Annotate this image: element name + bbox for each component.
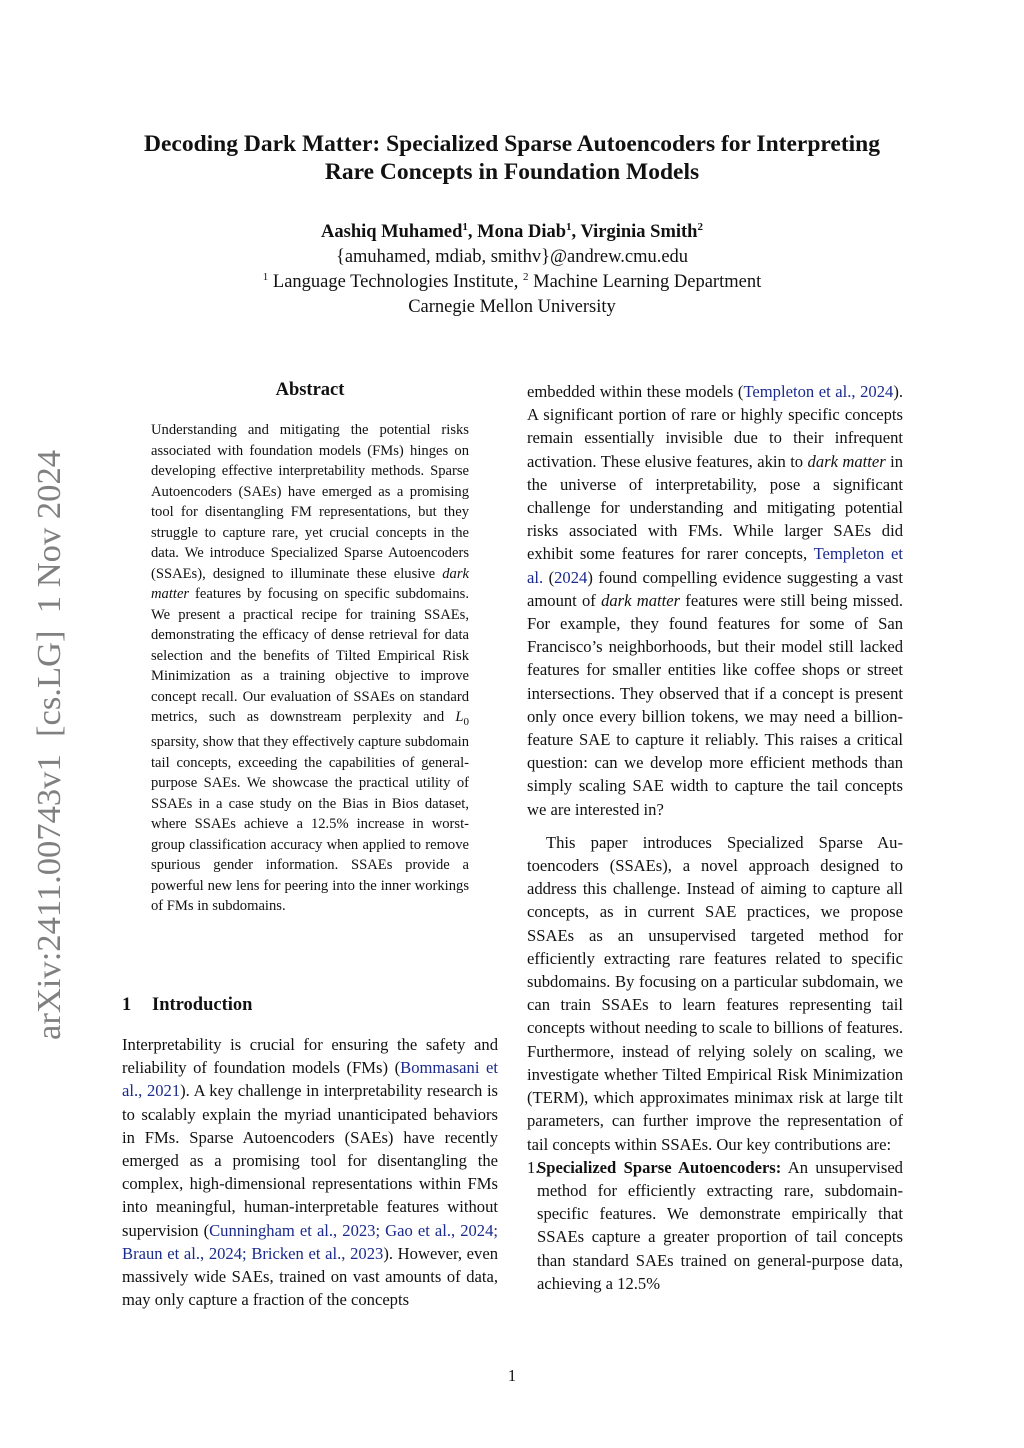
citation-templeton-1[interactable]: Templeton et al., 2024	[743, 382, 894, 401]
right-text-5: ) found compelling evidence suggesting a vast amount of	[527, 567, 904, 610]
right-paragraph-2: This paper introduces Specialized Sparse Autoencoders (SSAEs), a novel approach designed to address this challenge. Instead of aiming to capture all concepts, as in current SAE practices, we propose SSAEs as an unsupervised targeted method for efficiently extracting rare features related to specific subdomains. By focusing on a particular subdomain, we can train SSAEs to learn features representing tail concepts without needing to scale to billions of features. Furthermore, instead of relying solely on scaling, we investigate whether Tilted Empirical Risk Minimization (TERM), which approximates minimax risk at large tilt parameters, can further improve the representation of tail concepts within SSAEs. Our key contributions are:	[527, 832, 903, 1154]
citation-templeton-2[interactable]: Templeton et al.	[527, 544, 903, 587]
right-text-3: in the universe of interpretability, pose a significant challenge for understanding and mitigating potential risks associated with FMs. While larger SAEs did exhibit some features for rarer concepts,	[527, 451, 903, 564]
author-1-affiliation: 1	[462, 220, 468, 233]
author-block	[100, 220, 924, 320]
citation-group-sae[interactable]: Cunningham et al., 2023; Gao et al., 2024; Braun et al., 2024; Bricken et al., 2023	[122, 1220, 499, 1263]
author-2-affiliation: 1	[566, 220, 572, 233]
contributions-list	[527, 1156, 903, 1295]
affiliations	[100, 270, 924, 295]
intro-paragraph-1	[122, 1033, 498, 1311]
abstract-heading: Abstract	[275, 380, 345, 400]
right-paragraph-1	[527, 380, 903, 821]
author-2: Mona Diab	[477, 222, 567, 242]
title-line-2: Rare Concepts in Foundation Models	[324, 159, 700, 185]
citation-bommasani[interactable]: Bommasani et al., 2021	[122, 1058, 498, 1101]
arxiv-identifier-stamp	[12, 448, 78, 1040]
math-subscript: 0	[463, 715, 469, 728]
affiliation-2-marker: 2	[523, 270, 529, 283]
section-heading-introduction	[122, 993, 502, 1017]
citation-templeton-year[interactable]: 2024	[554, 567, 588, 587]
author-1: Aashiq Muhamed	[321, 222, 463, 242]
contribution-lead: Specialized Sparse Autoencoders:	[537, 1157, 782, 1177]
affiliation-2: Machine Learning Department	[533, 272, 762, 292]
right-text-2: ). A significant portion of rare or highly specific concepts remain essentially invisible due to their infrequent activation. These elusive features, akin to	[527, 382, 903, 471]
right-text-1: embedded within these models (	[527, 382, 744, 401]
arxiv-stamp-svg	[12, 448, 78, 1040]
intro-text-2: ). A key challenge in interpretability research is to scalably explain the myriad unanticipated behaviors in FMs. Sparse Autoencoders (SAEs) have recently emerged as a promising tool for disentangling the complex, high-dimensional representations within FMs into meaningful, human-interpretable features without supervision (	[122, 1081, 499, 1240]
contribution-item	[527, 1156, 903, 1295]
contribution-body	[537, 1156, 903, 1295]
author-names: Aashiq Muhamed$^1$, Mona Diab$^1$, Virginia Smith$^2$	[321, 220, 703, 242]
emphasis-dark-matter-1: dark matter	[807, 451, 886, 471]
title-line-1: Decoding Dark Matter: Specialized Sparse Autoencoders for Interpreting	[143, 131, 881, 157]
section-number: 1	[122, 995, 132, 1015]
abstract-text-1: Understanding and mitigating the potential risks associated with foundation models (FMs) hinges on developing effective interpretability methods. Sparse Autoencoders (SAEs) have emerged as a promising tool for disentangling FM representations, but they struggle to capture rare, yet crucial concepts in the data. We introduce Specialized Sparse Autoencoders (SSAEs), designed to illuminate these elusive	[151, 422, 469, 582]
contribution-number: 1.	[527, 1157, 540, 1177]
paper-title	[100, 130, 924, 186]
abstract-emphasis-dark-matter: dark matter	[151, 565, 469, 602]
right-text-6: features were still being missed. For example, they found features for some of San Francisco’s neighborhoods, but their model still lacked features for smaller entities like coffee shops or street intersections. They observed that if a concept is present only once every billion tokens, we may need a billion-feature SAE to capture it reliably. This raises a critical question: can we develop more efficient methods than simply scaling SAE width to capture the tail concepts we are interested in?	[527, 590, 903, 819]
right-text-4: (	[543, 567, 555, 587]
author-3: Virginia Smith	[580, 222, 698, 242]
emphasis-dark-matter-2: dark matter	[601, 590, 681, 610]
intro-text-1: Interpretability is crucial for ensuring the safety and reliability of foundation models (FMs) (	[122, 1035, 498, 1078]
university: Carnegie Mellon University	[408, 297, 616, 317]
abstract-text-2: features by focusing on specific subdomains. We present a practical recipe for training SSAEs, demonstrating the efficacy of dense retrieval for data selection and the benefits of Tilted Empirical Risk Minimization as a training objective to improve concept recall. Our evaluation of SSAEs on standard metrics, such as downstream perplexity and	[151, 586, 469, 725]
author-emails: {amuhamed, mdiab, smithv}@andrew.cmu.edu	[335, 247, 689, 267]
section-title: Introduction	[152, 995, 253, 1015]
affiliation-1-marker: 1	[262, 270, 269, 283]
abstract-text-3: sparsity, show that they effectively capture subdomain tail concepts, exceeding the capabilities of general-purpose SAEs. We showcase the practical utility of SSAEs in a case study on the Bias in Bios dataset, where SSAEs achieve a 12.5% increase in worst-group classification accuracy when applied to remove spurious gender information. SSAEs provide a powerful new lens for peering into the inner workings of FMs in subdomains.	[151, 734, 469, 915]
arxiv-stamp-text: arXiv:2411.00743v1 [cs.LG] 1 Nov 2024	[31, 468, 68, 1040]
math-base: L	[455, 709, 464, 725]
page-number: 1	[507, 1366, 517, 1385]
affiliation-1: Language Technologies Institute,	[272, 272, 519, 292]
author-3-affiliation: 2	[697, 220, 703, 233]
abstract-math-l0	[455, 709, 469, 728]
intro-text-3: ). However, even massively wide SAEs, trained on vast amounts of data, may only capture a fraction of the concepts	[122, 1243, 498, 1310]
abstract-body	[151, 420, 469, 917]
right-column	[527, 380, 903, 1295]
contribution-text: An unsupervised method for efficiently extracting rare, subdomain-specific features. We demonstrate empirically that SSAEs capture a greater proportion of tail concepts than standard SAEs trained on general-purpose data, achieving a 12.5%	[537, 1157, 903, 1293]
